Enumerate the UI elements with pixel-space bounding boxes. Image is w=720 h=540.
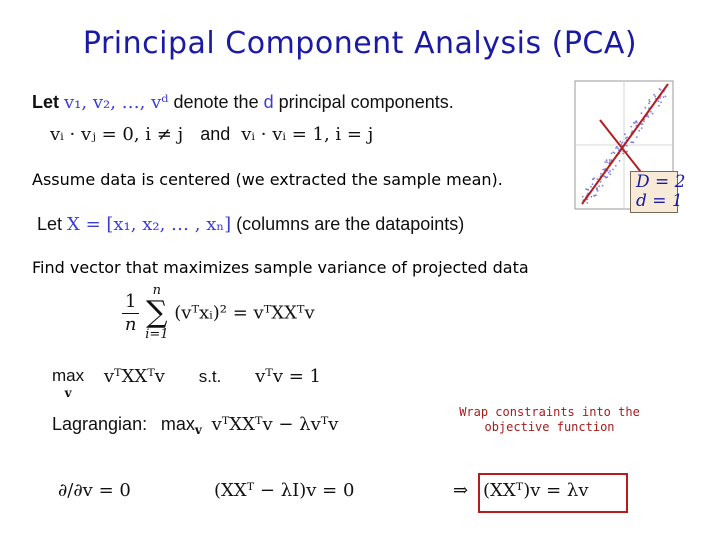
scatter-point — [665, 96, 667, 98]
stationarity-condition: ∂/∂v = 0 — [58, 480, 131, 501]
scatter-point — [658, 105, 660, 107]
let-label: Let — [32, 92, 59, 112]
scatter-point — [595, 194, 597, 196]
scatter-point — [609, 159, 611, 161]
eigenvector-result: (XXᵀ)v = λv — [483, 480, 589, 501]
scatter-point — [641, 112, 643, 114]
scatter-point — [621, 143, 623, 145]
max-operator — [52, 366, 84, 400]
max-objective: vᵀXXᵀv — [103, 366, 165, 387]
scatter-point — [606, 161, 608, 163]
scatter-point — [600, 173, 602, 175]
scatter-point — [630, 126, 632, 128]
scatter-point — [593, 195, 595, 197]
scatter-point — [606, 159, 608, 161]
fraction-numerator: 1 — [122, 291, 139, 314]
scatter-point — [644, 107, 646, 109]
scatter-point — [658, 100, 660, 102]
scatter-point — [638, 130, 640, 132]
scatter-point — [600, 181, 602, 183]
principal-components-label: principal components. — [278, 92, 454, 112]
scatter-point — [642, 123, 644, 125]
lagrangian-max: max — [160, 414, 195, 434]
scatter-point — [648, 103, 650, 105]
scatter-point — [611, 153, 613, 155]
scatter-point — [604, 161, 606, 163]
data-matrix-definition — [37, 214, 464, 235]
scatter-point — [643, 121, 645, 123]
let-label-2: Let — [37, 214, 63, 234]
scatter-point — [654, 95, 656, 97]
eigen-equation: (XXᵀ − λI)v = 0 — [214, 480, 355, 501]
scatter-point — [650, 111, 652, 113]
lagrangian-max-subscript: v — [194, 423, 202, 437]
scatter-point — [612, 169, 614, 171]
subject-to-label: s.t. — [198, 367, 222, 386]
fraction-denominator: n — [124, 313, 137, 335]
scatter-point — [619, 160, 621, 162]
scatter-point — [609, 170, 611, 172]
columns-note: (columns are the datapoints) — [236, 214, 465, 234]
orthogonality-condition: vᵢ · vⱼ = 0, i ≠ j — [50, 124, 184, 145]
d-value: d = 1 — [636, 191, 683, 211]
one-over-n-fraction — [122, 291, 139, 336]
scatter-point — [615, 165, 617, 167]
page-title: Principal Component Analysis (PCA) — [82, 26, 638, 61]
dimension-inset — [630, 171, 686, 213]
lagrangian-expression: vᵀXXᵀv − λvᵀv — [211, 414, 339, 435]
scatter-point — [624, 133, 626, 135]
summation-upper-limit: n — [152, 283, 162, 298]
scatter-point — [621, 141, 623, 143]
scatter-point — [590, 186, 592, 188]
variance-expression: (vᵀxᵢ)² = vᵀXXᵀv — [174, 302, 315, 324]
scatter-point — [652, 113, 654, 115]
unit-norm-condition: vᵢ · vᵢ = 1, i = j — [241, 124, 374, 145]
scatter-point — [608, 172, 610, 174]
d-symbol: d — [263, 92, 274, 112]
sample-variance-formula — [122, 284, 315, 342]
scatter-point — [636, 136, 638, 138]
scatter-point — [660, 89, 662, 91]
constraint-note: Wrap constraints into the objective function — [459, 405, 640, 434]
scatter-point — [641, 127, 643, 129]
scatter-point — [592, 178, 594, 180]
denote-label: denote the — [173, 92, 259, 112]
scatter-point — [598, 185, 600, 187]
scatter-point — [648, 99, 650, 101]
objective-statement: Find vector that maximizes sample variance of projected data — [32, 258, 529, 277]
scatter-point — [663, 96, 665, 98]
data-matrix: X = [x₁, x₂, … , xₙ] — [67, 214, 232, 235]
component-vectors: v₁, v₂, …, vᵈ — [64, 92, 169, 113]
scatter-point — [617, 148, 619, 150]
scatter-point — [622, 153, 624, 155]
scatter-point — [635, 120, 637, 122]
scatter-point — [619, 141, 621, 143]
scatter-point — [582, 196, 584, 198]
scatter-point — [634, 122, 636, 124]
scatter-point — [596, 187, 598, 189]
scatter-point — [586, 202, 588, 204]
scatter-point — [647, 116, 649, 118]
scatter-point — [653, 94, 655, 96]
scatter-point — [625, 137, 627, 139]
scatter-point — [649, 101, 651, 103]
max-subscript: v — [64, 386, 72, 400]
unit-constraint: vᵀv = 1 — [255, 366, 321, 387]
components-definition — [32, 92, 454, 113]
constrained-max-problem — [52, 366, 321, 400]
implies-arrow: ⇒ — [453, 480, 469, 501]
scatter-point — [597, 178, 599, 180]
scatter-point — [609, 173, 611, 175]
scatter-point — [590, 196, 592, 198]
lagrangian-formula — [52, 414, 338, 437]
summation-lower-limit: i=1 — [145, 327, 169, 342]
scatter-point — [592, 183, 594, 185]
scatter-point — [614, 152, 616, 154]
scatter-point — [660, 101, 662, 103]
centered-assumption: Assume data is centered (we extracted the sample mean). — [32, 170, 503, 189]
scatter-point — [633, 141, 635, 143]
scatter-point — [587, 189, 589, 191]
D-value: D = 2 — [636, 172, 686, 192]
scatter-point — [626, 145, 628, 147]
max-label: max — [52, 366, 85, 385]
sigma-symbol: ∑ — [146, 295, 168, 330]
orthonormality-conditions — [50, 124, 373, 145]
lagrangian-label: Lagrangian: — [52, 414, 148, 434]
summation — [145, 284, 168, 342]
and-label: and — [200, 124, 231, 144]
scatter-point — [597, 190, 599, 192]
scatter-point — [615, 147, 617, 149]
scatter-point — [602, 185, 604, 187]
